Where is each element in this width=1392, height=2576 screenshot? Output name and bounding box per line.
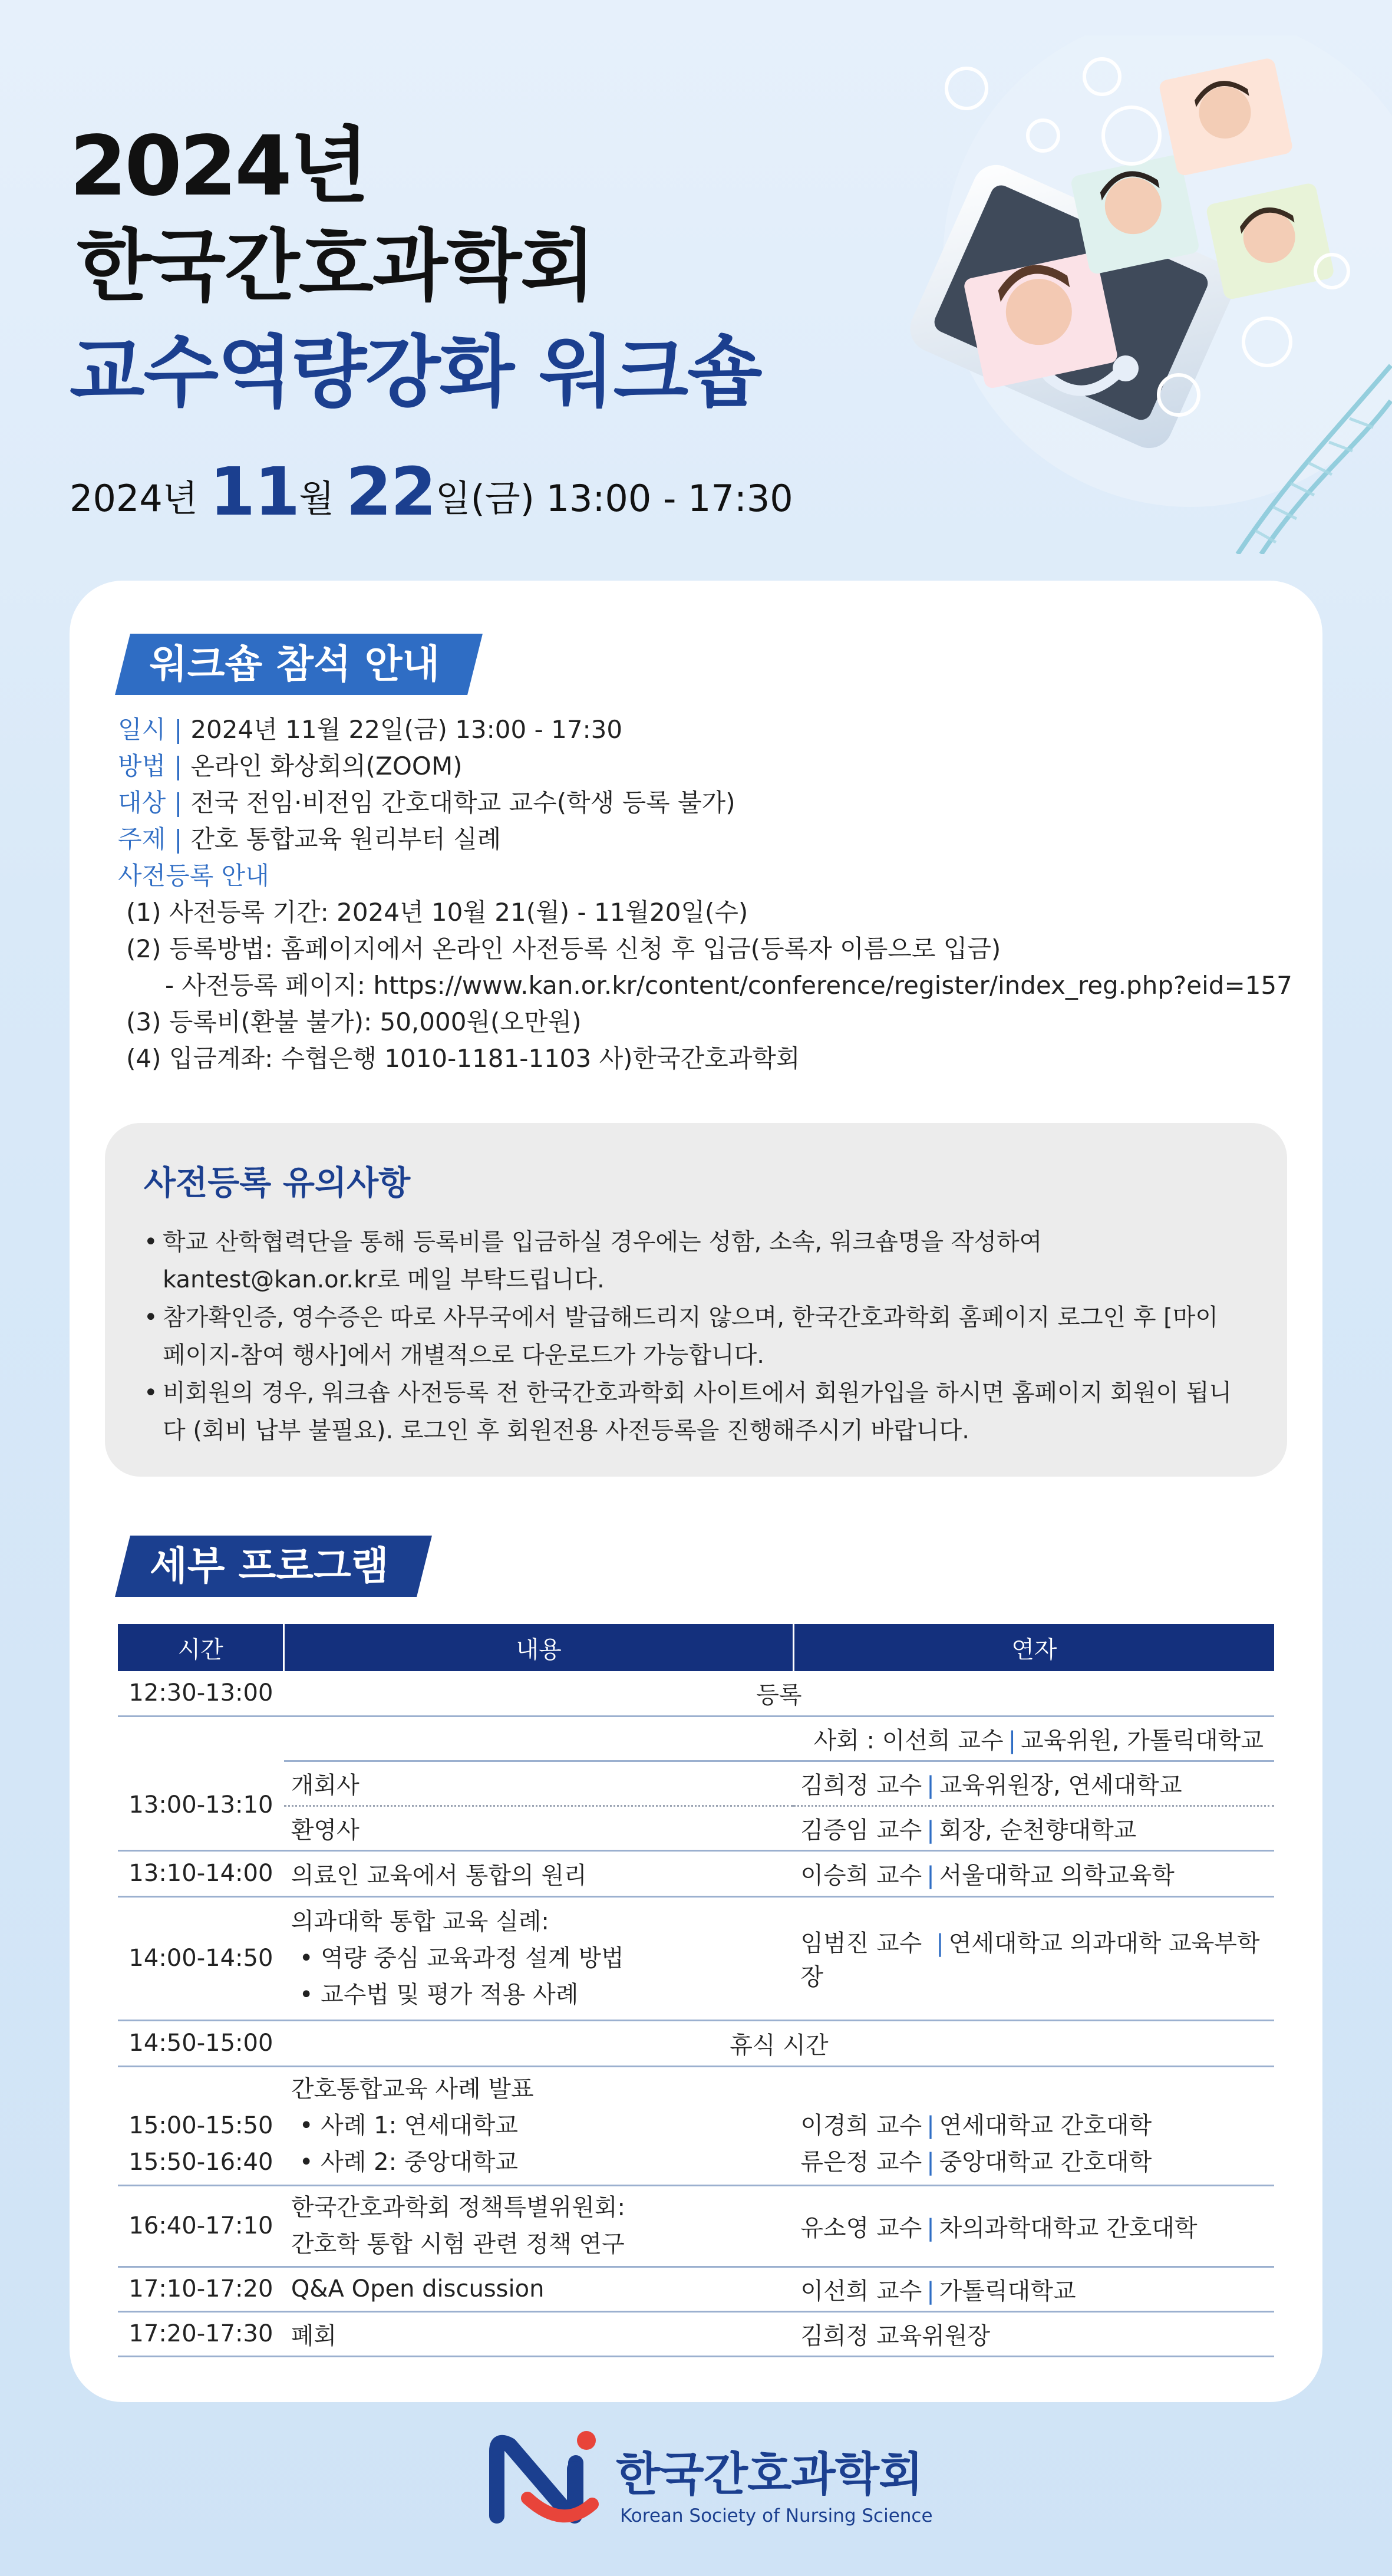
notice-title: 사전등록 유의사항 [144, 1164, 411, 1203]
time-cell: 17:20-17:30 [118, 2311, 284, 2356]
title-year: 2024년 [70, 118, 367, 215]
program-table [118, 1624, 1274, 2357]
time-cell: 12:30-13:00 [118, 1671, 284, 1716]
attendance-info [118, 711, 1297, 1077]
date-suffix: 일(금) 13:00 - 17:30 [435, 477, 793, 520]
notice-item: • 비회원의 경우, 워크숍 사전등록 전 한국간호과학회 사이트에서 회원가입을 하시면 홈페이지 회원이 됩니다 (회비 납부 불필요). 로그인 후 회원전용 사전등록을 진행해주시기 바랍니다. [144, 1374, 1240, 1450]
notice-item: • 학교 산학협력단을 통해 등록비를 입금하실 경우에는 성함, 소속, 워크숍명을 작성하여 kantest@kan.or.kr로 메일 부탁드립니다. [144, 1223, 1240, 1299]
table-row [118, 2066, 1274, 2185]
time-cell: 16:40-17:10 [118, 2185, 284, 2267]
time-cell: 15:00-15:50 15:50-16:40 [118, 2066, 284, 2185]
hero-illustration [908, 35, 1392, 554]
column-header-content: 내용 [284, 1624, 794, 1671]
content-cell: 의료인 교육에서 통합의 원리 [284, 1850, 794, 1896]
footer-org-name-en: Korean Society of Nursing Science [620, 2505, 933, 2526]
prereg-notice-box [105, 1123, 1287, 1477]
info-row-datetime: 일시 | 2024년 11월 22일(금) 13:00 - 17:30 [118, 715, 623, 744]
table-row [118, 1761, 1274, 1806]
prereg-method: (2) 등록방법: 홈페이지에서 온라인 사전등록 신청 후 입금(등록자 이름으로 입금) [126, 934, 1001, 963]
date-prefix: 2024년 [70, 477, 210, 520]
content-cell: 간호통합교육 사례 발표 • 사례 1: 연세대학교 • 사례 2: 중앙대학교 [284, 2066, 794, 2185]
speaker-cell: 유소영 교수 | 차의과학대학교 간호대학 [793, 2185, 1274, 2267]
table-row [118, 2185, 1274, 2267]
prereg-heading: 사전등록 안내 [118, 861, 269, 890]
table-row [118, 1850, 1274, 1896]
prereg-period: (1) 사전등록 기간: 2024년 10월 21(월) - 11월20일(수) [126, 898, 748, 927]
speaker-cell: 임범진 교수 | 연세대학교 의과대학 교육부학장 [793, 1896, 1274, 2020]
time-cell: 17:10-17:20 [118, 2267, 284, 2311]
table-row [118, 2020, 1274, 2066]
registration-cell: 등록 [284, 1671, 1274, 1716]
date-month: 11 [209, 454, 299, 531]
table-row [118, 1716, 1274, 1761]
break-cell: 휴식 시간 [284, 2020, 1274, 2066]
info-row-topic: 주제 | 간호 통합교육 원리부터 실례 [118, 825, 502, 854]
table-row [118, 2267, 1274, 2311]
content-cell: 한국간호과학회 정책특별위원회: 간호학 통합 시험 관련 정책 연구 [284, 2185, 794, 2267]
notice-item: • 참가확인증, 영수증은 따로 사무국에서 발급해드리지 않으며, 한국간호과학회 홈페이지 로그인 후 [마이페이지-참여 행사]에서 개별적으로 다운로드가 가능합니다. [144, 1299, 1240, 1374]
prereg-fee: (3) 등록비(환불 불가): 50,000원(오만원) [126, 1007, 582, 1036]
program-table-header [118, 1624, 1274, 1671]
table-row [118, 1671, 1274, 1716]
speaker-cell: 이승희 교수 | 서울대학교 의학교육학 [793, 1850, 1274, 1896]
date-month-unit: 월 [299, 477, 346, 520]
content-cell: 환영사 [284, 1806, 794, 1850]
date-day: 22 [345, 454, 436, 531]
prereg-account: (4) 입금계좌: 수협은행 1010-1181-1103 사)한국간호과학회 [126, 1044, 800, 1073]
moderator-cell: 사회 : 이선희 교수 | 교육위원, 가톨릭대학교 [284, 1716, 1274, 1761]
table-row [118, 2311, 1274, 2356]
notice-list [144, 1223, 1240, 1450]
title-organization: 한국간호과학회 [77, 221, 595, 312]
column-header-time: 시간 [118, 1624, 284, 1671]
speaker-cell: 김증임 교수 | 회장, 순천향대학교 [793, 1806, 1274, 1850]
info-row-target: 대상 | 전국 전임·비전임 간호대학교 교수(학생 등록 불가) [118, 788, 735, 817]
table-row [118, 1896, 1274, 2020]
content-cell: 의과대학 통합 교육 실례: • 역량 중심 교육과정 설계 방법 • 교수법 및 평가 적용 사례 [284, 1896, 794, 2020]
title-workshop: 교수역량강화 워크숍 [70, 327, 761, 418]
prereg-page-link[interactable]: - 사전등록 페이지: https://www.kan.or.kr/content/conference/register/index_reg.php?eid=157 [165, 971, 1292, 1000]
speaker-cell: 이선희 교수 | 가톨릭대학교 [793, 2267, 1274, 2311]
content-cell: Q&A Open discussion [284, 2267, 794, 2311]
speaker-cell: 김희정 교육위원장 [793, 2311, 1274, 2356]
time-cell: 13:10-14:00 [118, 1850, 284, 1896]
speaker-cell: 이경희 교수 | 연세대학교 간호대학 류은정 교수 | 중앙대학교 간호대학 [793, 2066, 1274, 2185]
content-cell: 개회사 [284, 1761, 794, 1806]
time-cell: 14:00-14:50 [118, 1896, 284, 2020]
event-date [70, 454, 793, 531]
column-header-speaker: 연자 [793, 1624, 1274, 1671]
time-cell: 14:50-15:00 [118, 2020, 284, 2066]
section-heading-program: 세부 프로그램 [115, 1536, 431, 1597]
time-cell: 13:00-13:10 [118, 1761, 284, 1850]
content-cell: 폐회 [284, 2311, 794, 2356]
table-row [118, 1806, 1274, 1850]
hero-banner [0, 0, 1392, 589]
section-heading-attendance: 워크숍 참석 안내 [115, 634, 483, 695]
speaker-cell: 김희정 교수 | 교육위원장, 연세대학교 [793, 1761, 1274, 1806]
info-row-method: 방법 | 온라인 화상회의(ZOOM) [118, 752, 463, 780]
footer-org-name-ko: 한국간호과학회 [616, 2448, 923, 2501]
info-card [70, 581, 1322, 2402]
